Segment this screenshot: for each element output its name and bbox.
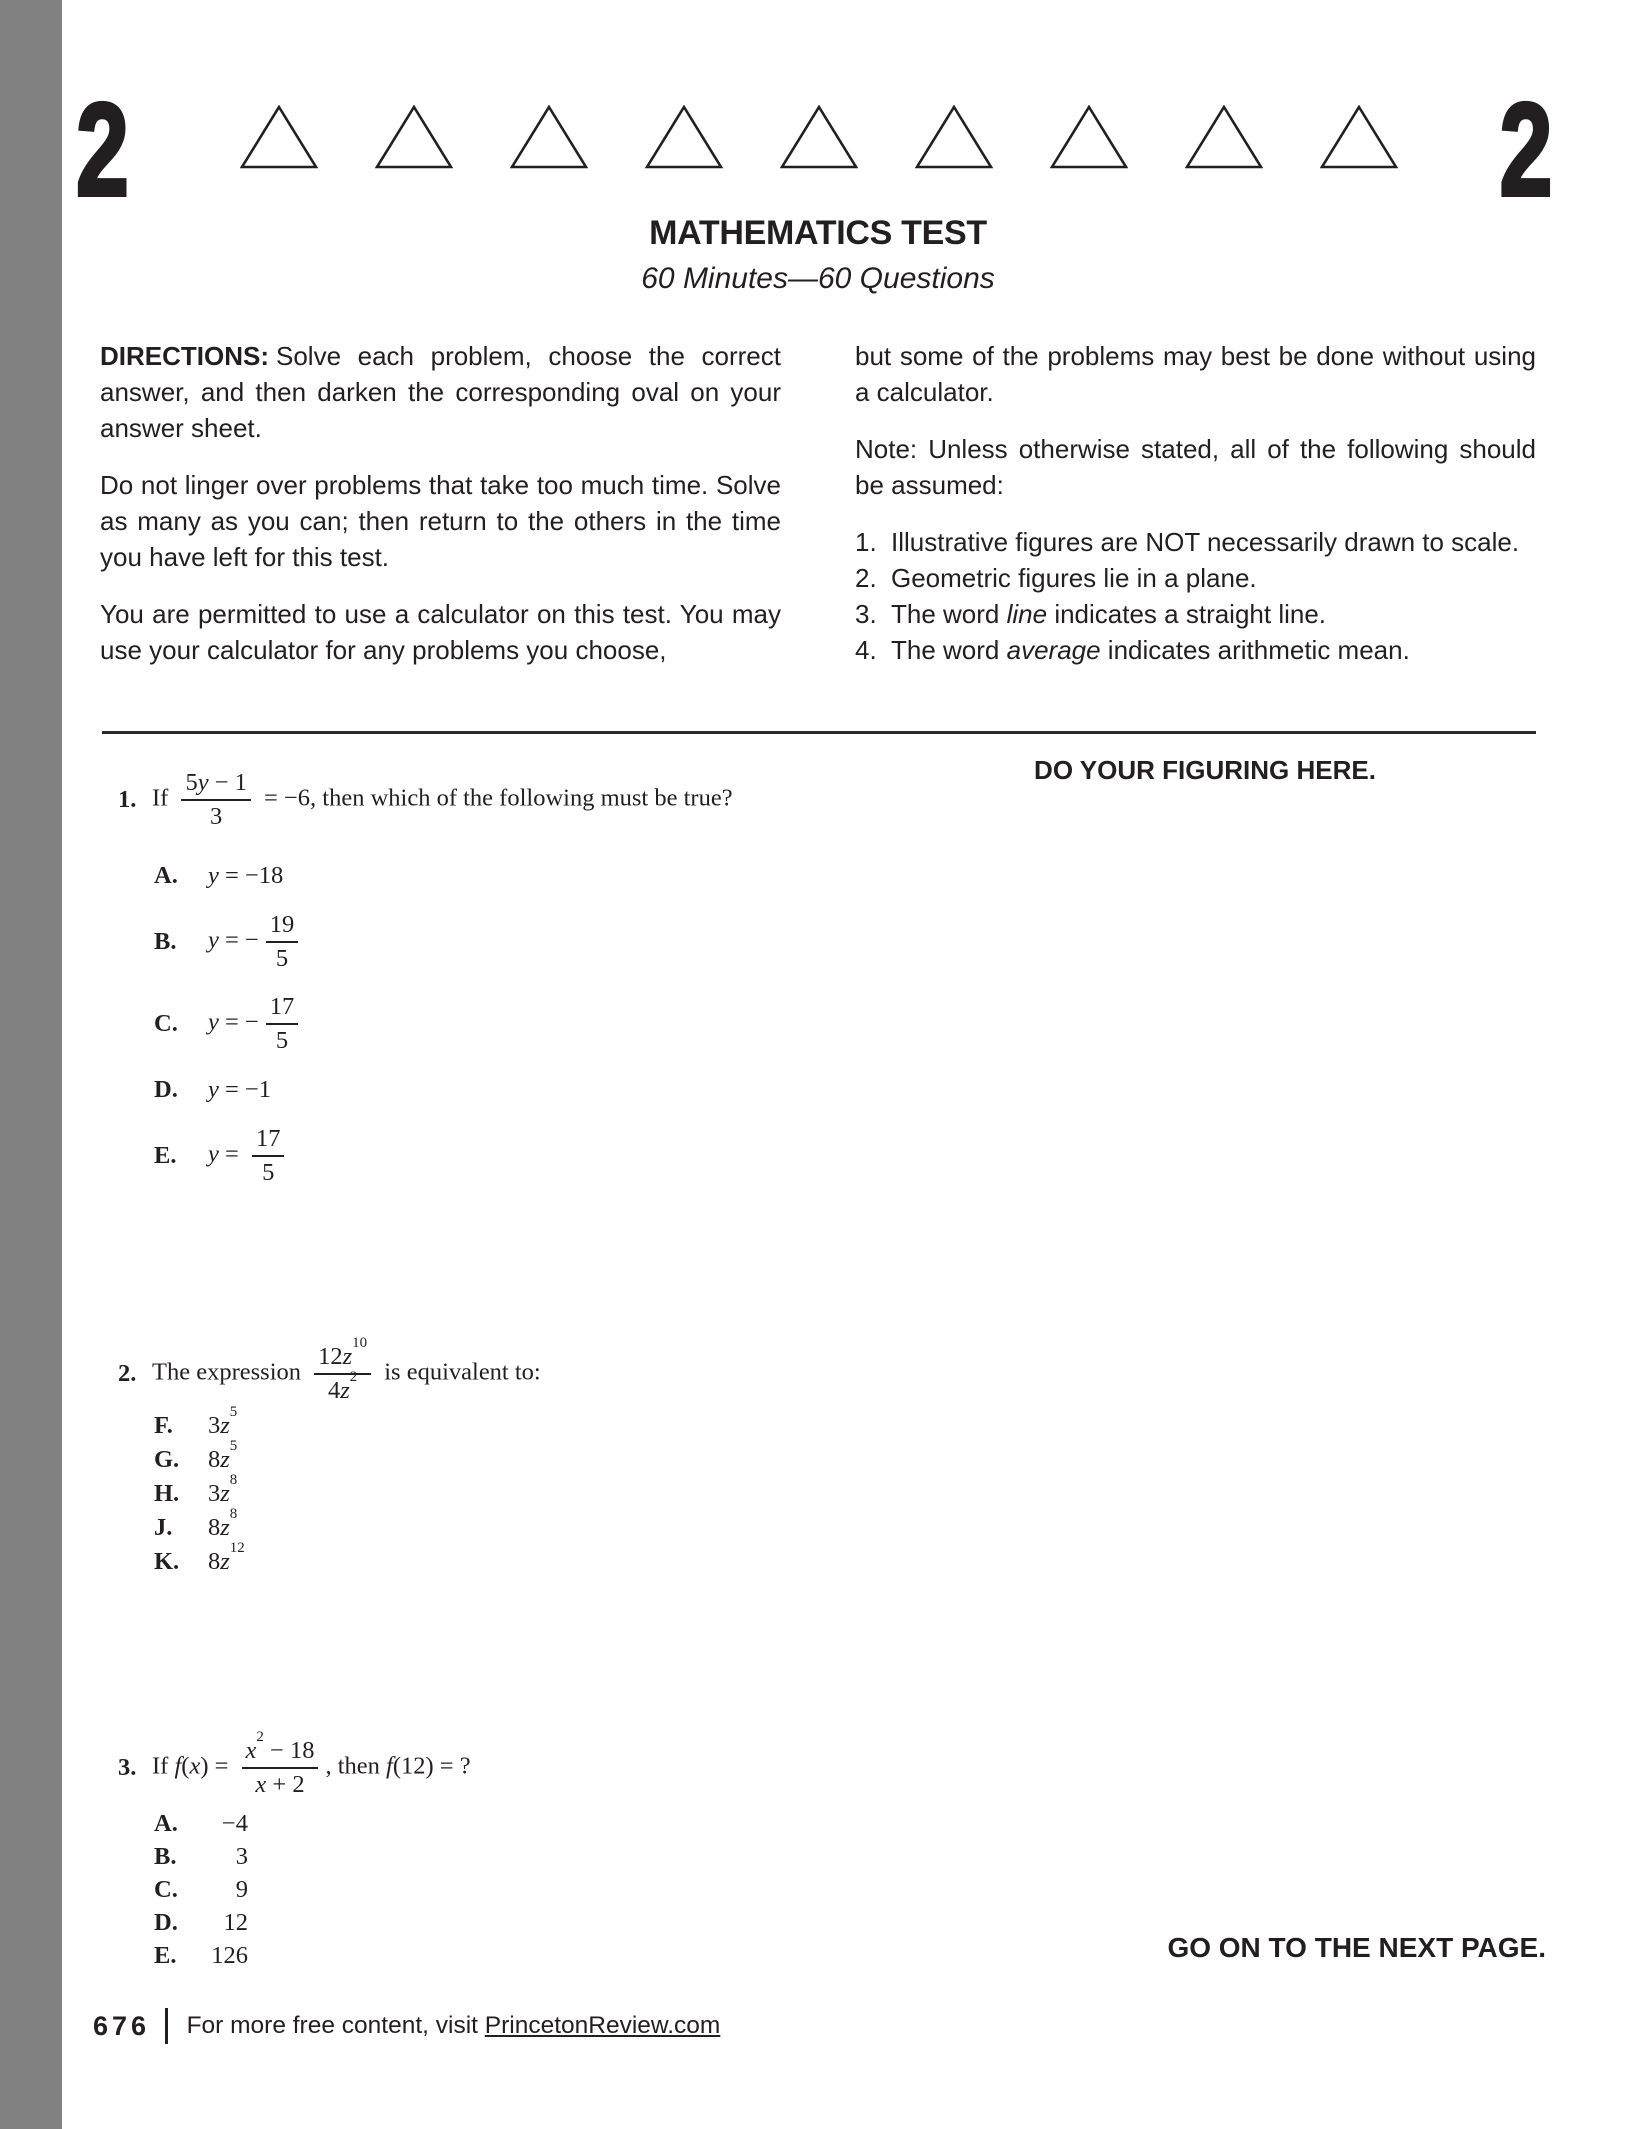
option-row <box>154 1404 878 1440</box>
options-list <box>154 862 878 1186</box>
directions-paragraph: You are permitted to use a calculator on this test. You may use your calculator for any problems you choose, <box>100 599 781 665</box>
option-letter: B. <box>154 928 177 955</box>
triangle-icon <box>510 105 588 169</box>
question-3 <box>118 1729 878 1975</box>
directions-paragraph: Do not linger over problems that take too much time. Solve as many as you can; then return to the others in the time you have left for this test. <box>100 470 781 572</box>
option-row <box>154 1876 878 1904</box>
option-formula: $8z^5$ <box>208 1438 238 1473</box>
option-letter: C. <box>154 1876 178 1903</box>
note-item <box>855 596 1536 632</box>
page-title: MATHEMATICS TEST <box>649 214 987 252</box>
question-stem-math: The expression $\frac{12z^{10}}{4z^2}$ is equivalent to: <box>152 1335 541 1404</box>
triangle-icon <box>1185 105 1263 169</box>
directions-paragraph: Note: Unless otherwise stated, all of the following should be assumed: <box>855 434 1536 500</box>
note-number: 1. <box>855 527 877 557</box>
note-number: 2. <box>855 563 877 593</box>
option-letter: E. <box>154 1942 177 1969</box>
option-letter: J. <box>154 1514 173 1541</box>
triangle-icon <box>1320 105 1398 169</box>
options-list <box>154 1810 878 1970</box>
triangle-icon <box>915 105 993 169</box>
go-on-label: GO ON TO THE NEXT PAGE. <box>1167 1932 1546 1963</box>
option-formula: y = −18 <box>208 862 284 889</box>
option-letter: G. <box>154 1446 180 1473</box>
option-formula: y = $\frac{17}{5}$ <box>208 1126 291 1186</box>
triangle-icon <box>645 105 723 169</box>
footer-divider <box>165 2008 168 2044</box>
option-letter: F. <box>154 1412 173 1439</box>
note-item <box>855 560 1536 596</box>
option-value: 12 <box>223 1909 248 1936</box>
question-number: 1. <box>118 786 137 813</box>
directions-left-column <box>100 338 781 668</box>
option-row <box>154 1076 878 1104</box>
option-letter: D. <box>154 1909 178 1936</box>
option-formula: $3z^8$ <box>208 1472 238 1507</box>
note-number: 4. <box>855 635 877 665</box>
option-formula: $3z^5$ <box>208 1404 238 1439</box>
option-value: 3 <box>235 1843 248 1870</box>
directions-lead: DIRECTIONS: <box>100 341 269 371</box>
divider-rule <box>102 731 1536 734</box>
note-text: The word average indicates arithmetic mean. <box>891 635 1410 665</box>
triangle-icon <box>780 105 858 169</box>
directions-paragraph: DIRECTIONS: Solve each problem, choose the correct answer, and then darken the corresponding oval on your answer sheet. <box>100 341 781 443</box>
option-formula: y = − $\frac{19}{5}$ <box>208 912 305 972</box>
figuring-label: DO YOUR FIGURING HERE. <box>1034 755 1376 785</box>
option-row <box>154 1472 878 1508</box>
note-text: Geometric figures lie in a plane. <box>891 563 1257 593</box>
note-number: 3. <box>855 599 877 629</box>
option-row <box>154 912 878 972</box>
option-letter: C. <box>154 1010 178 1037</box>
option-letter: K. <box>154 1548 180 1575</box>
triangle-icon <box>375 105 453 169</box>
option-row <box>154 1810 878 1838</box>
option-row <box>154 1126 878 1186</box>
option-formula: $8z^8$ <box>208 1506 238 1541</box>
question-stem <box>118 1335 878 1404</box>
directions-right-column <box>855 338 1536 668</box>
option-letter: A. <box>154 1810 178 1837</box>
note-text: The word line indicates a straight line. <box>891 599 1327 629</box>
question-number: 3. <box>118 1754 137 1781</box>
option-row <box>154 1843 878 1871</box>
question-stem <box>118 1729 878 1798</box>
option-value: −4 <box>221 1810 248 1837</box>
option-letter: H. <box>154 1480 180 1507</box>
option-row <box>154 1540 878 1576</box>
option-letter: B. <box>154 1843 177 1870</box>
section-number-left: 2 <box>76 76 129 223</box>
note-item <box>855 632 1536 668</box>
question-stem-math: If f(x) = $\frac{x^2 - 18}{x + 2}$ , then f(12) = ? <box>152 1729 471 1798</box>
option-row <box>154 1942 878 1970</box>
option-value: 9 <box>235 1876 248 1903</box>
option-letter: D. <box>154 1076 178 1103</box>
option-formula: y = − $\frac{17}{5}$ <box>208 994 305 1054</box>
options-list <box>154 1404 878 1576</box>
note-item <box>855 524 1536 560</box>
footer <box>93 2008 720 2044</box>
option-row <box>154 1506 878 1542</box>
triangle-icon <box>240 105 318 169</box>
option-formula: y = −1 <box>208 1076 272 1103</box>
question-1 <box>118 770 878 1208</box>
triangle-band <box>240 104 1398 170</box>
option-value: 126 <box>211 1942 248 1969</box>
option-letter: E. <box>154 1142 177 1169</box>
option-row <box>154 1909 878 1937</box>
directions-block <box>100 338 1536 668</box>
binding-edge-strip <box>0 0 62 2129</box>
footer-link[interactable]: PrincetonReview.com <box>484 2012 721 2039</box>
footer-page-number: 676 <box>93 2010 151 2041</box>
option-row <box>154 994 878 1054</box>
section-number-right: 2 <box>1499 76 1552 223</box>
note-text: Illustrative figures are NOT necessarily drawn to scale. <box>891 527 1520 557</box>
triangle-icon <box>1050 105 1128 169</box>
directions-paragraph: but some of the problems may best be done without using a calculator. <box>855 341 1536 407</box>
page-subtitle: 60 Minutes—60 Questions <box>641 262 995 295</box>
option-row <box>154 862 878 890</box>
question-stem <box>118 770 878 830</box>
option-letter: A. <box>154 862 178 889</box>
footer-text: For more free content, visit PrincetonReview.com <box>186 2012 721 2039</box>
question-stem-math: If $\frac{5y - 1}{3}$ = −6, then which of the following must be true? <box>152 769 733 830</box>
option-formula: $8z^{12}$ <box>208 1540 245 1575</box>
option-row <box>154 1438 878 1474</box>
question-number: 2. <box>118 1360 137 1387</box>
question-2 <box>118 1335 878 1582</box>
